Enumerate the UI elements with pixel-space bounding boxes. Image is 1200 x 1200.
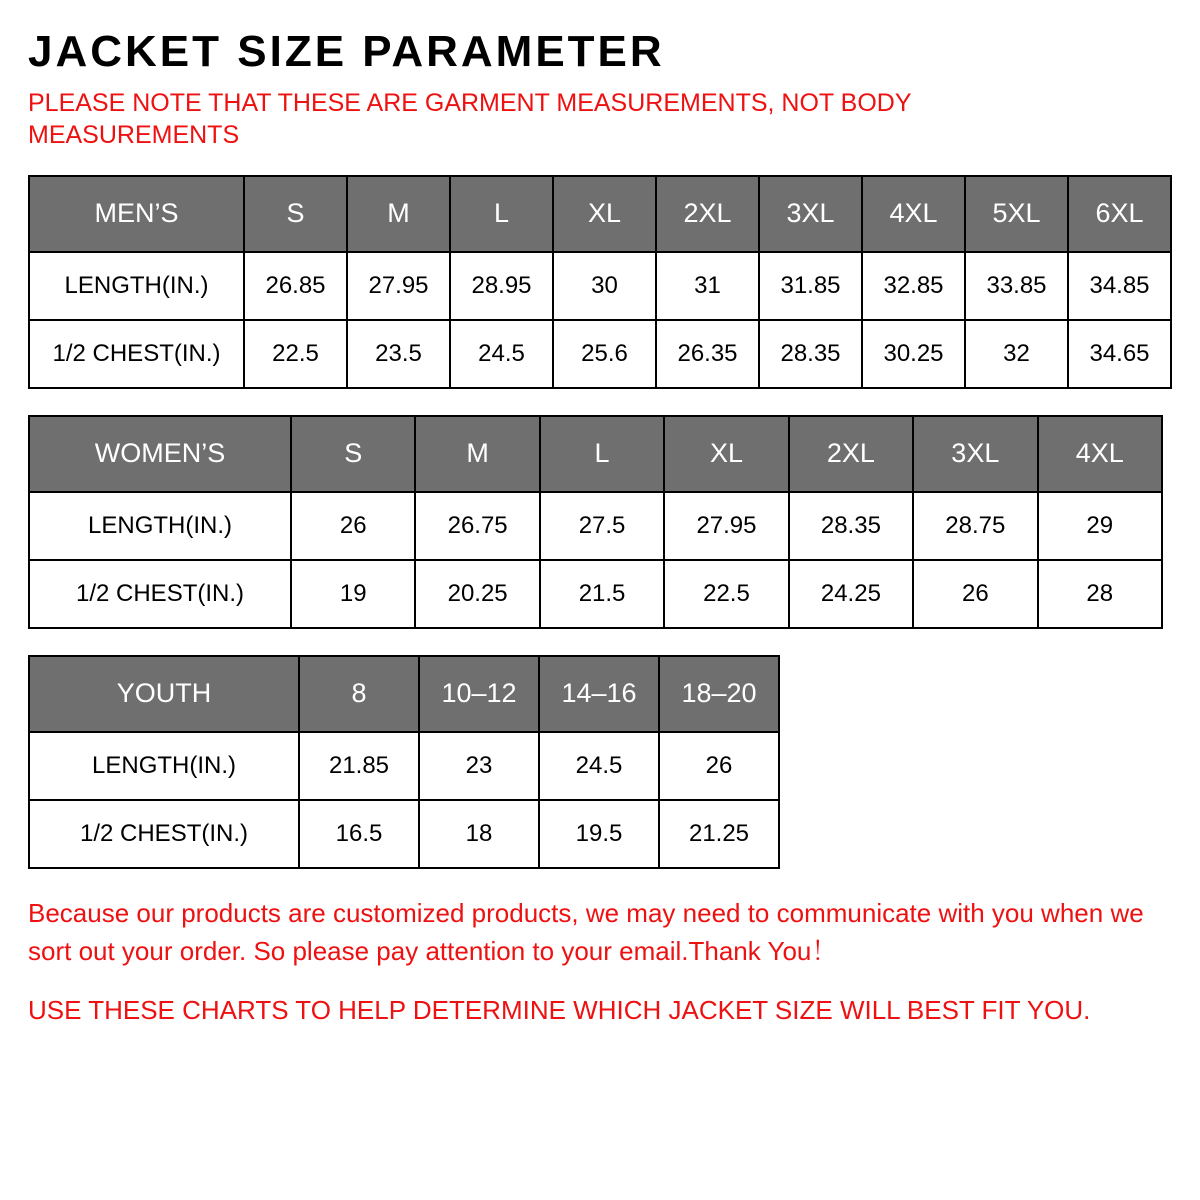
womens-chest-3xl: 26 — [913, 560, 1037, 628]
womens-chest-2xl: 24.25 — [789, 560, 913, 628]
mens-size-table — [28, 175, 1172, 389]
youth-chest-8: 16.5 — [299, 800, 419, 868]
table-row — [29, 252, 1171, 320]
table-row — [29, 800, 779, 868]
youth-header-18-20: 18–20 — [659, 656, 779, 732]
page-title: JACKET SIZE PARAMETER — [28, 27, 665, 76]
womens-chest-4xl: 28 — [1038, 560, 1162, 628]
mens-header-s: S — [244, 176, 347, 252]
womens-chest-label: 1/2 CHEST(IN.) — [29, 560, 291, 628]
mens-header-2xl: 2XL — [656, 176, 759, 252]
womens-chest-m: 20.25 — [415, 560, 539, 628]
mens-chest-2xl: 26.35 — [656, 320, 759, 388]
table-header-row — [29, 176, 1171, 252]
womens-table-wrapper — [28, 415, 1163, 629]
mens-length-l: 28.95 — [450, 252, 553, 320]
footer-notes — [28, 895, 1172, 1030]
mens-chest-4xl: 30.25 — [862, 320, 965, 388]
mens-header-3xl: 3XL — [759, 176, 862, 252]
youth-table-wrapper — [28, 655, 780, 869]
womens-header-s: S — [291, 416, 415, 492]
womens-chest-s: 19 — [291, 560, 415, 628]
youth-chest-18-20: 21.25 — [659, 800, 779, 868]
mens-chest-m: 23.5 — [347, 320, 450, 388]
youth-length-label: LENGTH(IN.) — [29, 732, 299, 800]
youth-header-label: YOUTH — [29, 656, 299, 732]
table-header-row — [29, 656, 779, 732]
mens-chest-3xl: 28.35 — [759, 320, 862, 388]
footer-customization-note: Because our products are customized products, we may need to communicate with you when we sort out your order. So please pay attention to your email.Thank You！ — [28, 897, 1144, 966]
youth-length-10-12: 23 — [419, 732, 539, 800]
measurement-note: PLEASE NOTE THAT THESE ARE GARMENT MEASUREMENTS, NOT BODY MEASUREMENTS — [28, 89, 912, 149]
youth-header-14-16: 14–16 — [539, 656, 659, 732]
mens-length-6xl: 34.85 — [1068, 252, 1171, 320]
womens-header-2xl: 2XL — [789, 416, 913, 492]
mens-table-wrapper — [28, 175, 1172, 389]
mens-chest-label: 1/2 CHEST(IN.) — [29, 320, 244, 388]
mens-header-6xl: 6XL — [1068, 176, 1171, 252]
mens-chest-s: 22.5 — [244, 320, 347, 388]
mens-header-label: MEN’S — [29, 176, 244, 252]
womens-length-3xl: 28.75 — [913, 492, 1037, 560]
mens-length-4xl: 32.85 — [862, 252, 965, 320]
mens-length-label: LENGTH(IN.) — [29, 252, 244, 320]
youth-header-8: 8 — [299, 656, 419, 732]
womens-length-xl: 27.95 — [664, 492, 788, 560]
table-header-row — [29, 416, 1162, 492]
mens-chest-xl: 25.6 — [553, 320, 656, 388]
womens-length-l: 27.5 — [540, 492, 664, 560]
table-row — [29, 560, 1162, 628]
mens-length-s: 26.85 — [244, 252, 347, 320]
womens-length-s: 26 — [291, 492, 415, 560]
youth-header-10-12: 10–12 — [419, 656, 539, 732]
womens-header-4xl: 4XL — [1038, 416, 1162, 492]
youth-length-18-20: 26 — [659, 732, 779, 800]
womens-length-label: LENGTH(IN.) — [29, 492, 291, 560]
womens-header-xl: XL — [664, 416, 788, 492]
mens-chest-5xl: 32 — [965, 320, 1068, 388]
womens-length-2xl: 28.35 — [789, 492, 913, 560]
table-row — [29, 732, 779, 800]
mens-header-4xl: 4XL — [862, 176, 965, 252]
youth-length-14-16: 24.5 — [539, 732, 659, 800]
mens-header-l: L — [450, 176, 553, 252]
youth-size-table — [28, 655, 780, 869]
youth-chest-14-16: 19.5 — [539, 800, 659, 868]
womens-chest-xl: 22.5 — [664, 560, 788, 628]
mens-header-xl: XL — [553, 176, 656, 252]
mens-length-3xl: 31.85 — [759, 252, 862, 320]
womens-header-label: WOMEN’S — [29, 416, 291, 492]
youth-chest-10-12: 18 — [419, 800, 539, 868]
mens-length-5xl: 33.85 — [965, 252, 1068, 320]
table-row — [29, 320, 1171, 388]
mens-length-xl: 30 — [553, 252, 656, 320]
womens-chest-l: 21.5 — [540, 560, 664, 628]
womens-length-m: 26.75 — [415, 492, 539, 560]
youth-chest-label: 1/2 CHEST(IN.) — [29, 800, 299, 868]
womens-header-m: M — [415, 416, 539, 492]
mens-length-m: 27.95 — [347, 252, 450, 320]
footer-chart-usage-note: USE THESE CHARTS TO HELP DETERMINE WHICH JACKET SIZE WILL BEST FIT YOU. — [28, 995, 1091, 1026]
mens-header-m: M — [347, 176, 450, 252]
womens-size-table — [28, 415, 1163, 629]
mens-chest-l: 24.5 — [450, 320, 553, 388]
mens-chest-6xl: 34.65 — [1068, 320, 1171, 388]
womens-length-4xl: 29 — [1038, 492, 1162, 560]
womens-header-l: L — [540, 416, 664, 492]
mens-length-2xl: 31 — [656, 252, 759, 320]
mens-header-5xl: 5XL — [965, 176, 1068, 252]
table-row — [29, 492, 1162, 560]
youth-length-8: 21.85 — [299, 732, 419, 800]
womens-header-3xl: 3XL — [913, 416, 1037, 492]
